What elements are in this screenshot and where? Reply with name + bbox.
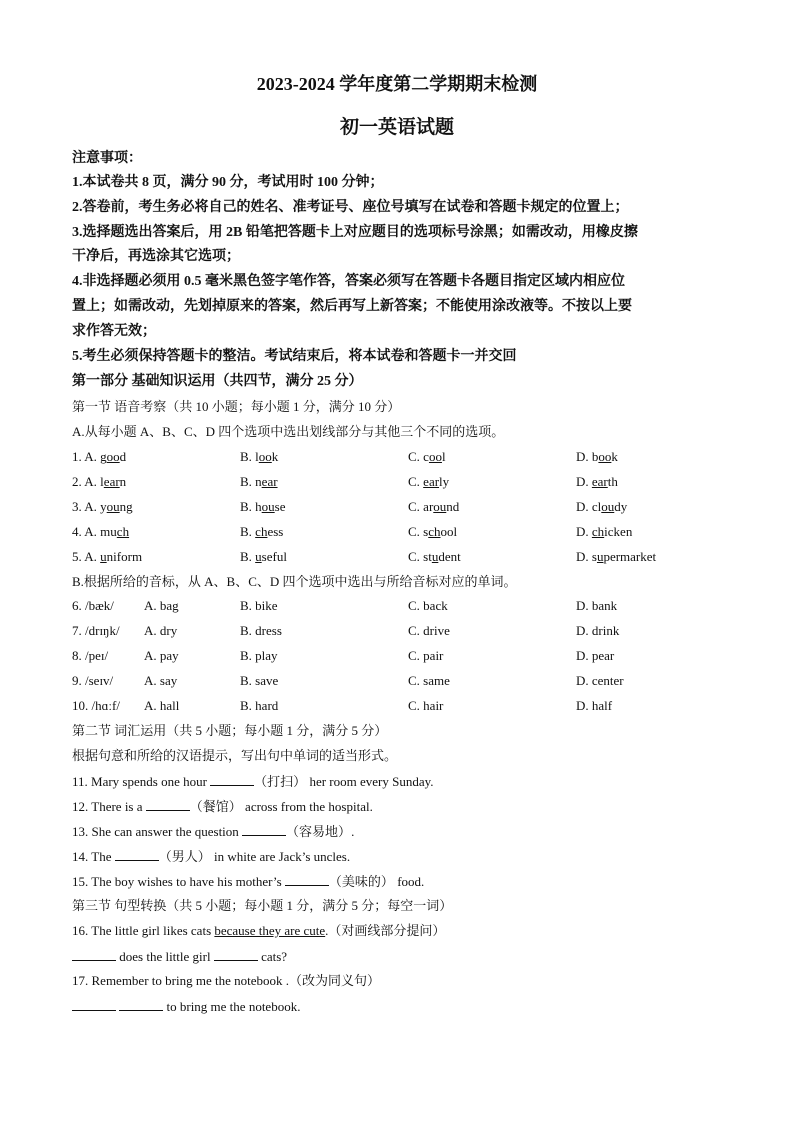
underlined-letters: u (431, 549, 439, 564)
note-item: 求作答无效； (72, 324, 156, 339)
option[interactable]: B. near (240, 474, 278, 489)
option[interactable]: D. book (576, 449, 618, 464)
answer-blank[interactable] (214, 947, 258, 961)
question-text: 15. The boy wishes to have his mother’s (72, 874, 285, 889)
underlined-letters: ch (116, 524, 130, 539)
underlined-letters: ch (428, 524, 441, 539)
underlined-letters: oo (598, 449, 612, 464)
section3-heading: 第三节 句型转换（共 5 小题；每小题 1 分，满分 5 分；每空一词） (72, 898, 453, 913)
option[interactable]: C. around (408, 499, 460, 514)
answer-blank[interactable] (146, 797, 190, 811)
option-a[interactable]: A. hall (144, 698, 180, 713)
chinese-hint: （美味的） (328, 874, 394, 889)
question-text: food. (393, 874, 425, 889)
note-item: 4.非选择题必须用 0.5 毫米黑色签字笔作答，答案必须写在答题卡各题目指定区域内相应位 (72, 274, 625, 289)
underlined-letters: ch (591, 524, 605, 539)
answer-blank[interactable] (72, 947, 116, 961)
option-a[interactable]: A. dry (144, 623, 178, 638)
underlined-letters: oo (106, 449, 120, 464)
question-number-and-option-a[interactable]: 3. A. young (72, 499, 133, 514)
option-b[interactable]: B. hard (240, 698, 279, 713)
question-text: 13. She can answer the question (72, 824, 243, 839)
question-16 (72, 922, 445, 940)
phonetic-question: 9. /seɪv/ (72, 673, 114, 688)
option-d[interactable]: D. drink (576, 623, 620, 638)
phonetic-question: 7. /drɪŋk/ (72, 623, 120, 638)
question-text: 14. The (72, 849, 115, 864)
answer-line-text: to bring me the notebook. (163, 999, 301, 1014)
phonetic-question: 10. /hɑːf/ (72, 698, 120, 713)
option-c[interactable]: C. drive (408, 623, 450, 638)
note-item: 3.选择题选出答案后，用 2B 铅笔把答题卡上对应题目的选项标号涂黑；如需改动，用橡皮擦 (72, 225, 638, 240)
option[interactable]: B. useful (240, 549, 287, 564)
section2-instruction: 根据句意和所给的汉语提示，写出句中单词的适当形式。 (72, 748, 398, 763)
question-17-answer-line (72, 997, 300, 1016)
option-b[interactable]: B. bike (240, 598, 278, 613)
underlined-letters: ear (103, 474, 120, 489)
instruction-b: B.根据所给的音标，从 A、B、C、D 四个选项中选出与所给音标对应的单词。 (72, 574, 517, 589)
answer-blank[interactable] (72, 997, 116, 1011)
option[interactable]: C. cool (408, 449, 446, 464)
option-a[interactable]: A. pay (144, 648, 179, 663)
notes-heading: 注意事项： (72, 151, 142, 166)
option-d[interactable]: D. bank (576, 598, 618, 613)
section1-heading: 第一节 语音考察（共 10 小题；每小题 1 分，满分 10 分） (72, 399, 401, 414)
note-item: 置上；如需改动，先划掉原来的答案，然后再写上新答案；不能使用涂改液等。不按以上要 (72, 299, 632, 314)
section2-heading: 第二节 词汇运用（共 5 小题；每小题 1 分，满分 5 分） (72, 723, 388, 738)
answer-blank[interactable] (285, 872, 329, 886)
underlined-letters: ear (261, 474, 278, 489)
underlined-letters: ou (433, 499, 447, 514)
option-a[interactable]: A. bag (144, 598, 179, 613)
option-c[interactable]: C. pair (408, 648, 444, 663)
question-number-and-option-a[interactable]: 1. A. good (72, 449, 127, 464)
option-d[interactable]: D. half (576, 698, 613, 713)
underlined-letters: ou (601, 499, 615, 514)
option-c[interactable]: C. same (408, 673, 450, 688)
underlined-part: because they are cute (214, 923, 326, 938)
exam-subtitle: 初一英语试题 (339, 117, 454, 138)
chinese-hint: （容易地） (286, 824, 352, 839)
part1-heading: 第一部分 基础知识运用（共四节，满分 25 分） (72, 374, 363, 389)
underlined-letters: ear (423, 474, 440, 489)
question-text: 11. Mary spends one hour (72, 774, 211, 789)
option[interactable]: B. look (240, 449, 279, 464)
question-17: 17. Remember to bring me the notebook .（改为同义句） (72, 973, 380, 988)
answer-blank[interactable] (242, 822, 286, 836)
phonetic-question: 8. /peɪ/ (72, 648, 109, 663)
answer-line-text: cats? (257, 949, 288, 964)
option-b[interactable]: B. play (240, 648, 278, 663)
note-item: 干净后，再选涂其它选项； (72, 249, 240, 264)
vocabulary-question (72, 822, 354, 841)
option-a[interactable]: A. say (144, 673, 178, 688)
answer-blank[interactable] (210, 772, 254, 786)
vocabulary-question (72, 872, 424, 891)
chinese-hint: （男人） (158, 849, 211, 864)
answer-blank[interactable] (119, 997, 163, 1011)
option[interactable]: B. house (240, 499, 286, 514)
underlined-letters: ear (591, 474, 608, 489)
question-number-and-option-a[interactable]: 2. A. learn (72, 474, 127, 489)
chinese-hint: （打扫） (254, 774, 307, 789)
question-text: . (351, 824, 355, 839)
option[interactable]: C. early (408, 474, 450, 489)
question-number-and-option-a[interactable]: 4. A. much (72, 524, 130, 539)
option[interactable]: C. student (408, 549, 461, 564)
question-text: her room every Sunday. (306, 774, 434, 789)
underlined-letters: oo (428, 449, 442, 464)
underlined-letters: ou (106, 499, 120, 514)
underlined-letters: u (100, 549, 107, 564)
question-text: 12. There is a (72, 799, 146, 814)
option-c[interactable]: C. back (408, 598, 448, 613)
option[interactable]: D. chicken (576, 524, 633, 539)
underlined-letters: oo (258, 449, 272, 464)
question-text: in white are Jack’s uncles. (210, 849, 351, 864)
question-instruction: .（对画线部分提问） (325, 923, 446, 938)
option[interactable]: D. supermarket (576, 549, 657, 564)
phonetic-question: 6. /bæk/ (72, 598, 114, 613)
exam-title: 2023-2024 学年度第二学期期末检测 (256, 74, 538, 94)
answer-blank[interactable] (115, 847, 159, 861)
vocabulary-question (72, 797, 373, 816)
option-d[interactable]: D. pear (576, 648, 615, 663)
underlined-letters: ch (255, 524, 268, 539)
option-b[interactable]: B. save (240, 673, 279, 688)
option-d[interactable]: D. center (576, 673, 624, 688)
question-16-answer-line (72, 947, 287, 966)
note-item: 2.答卷前，考生务必将自己的姓名、准考证号、座位号填写在试卷和答题卡规定的位置上； (72, 200, 629, 215)
note-item: 1.本试卷共 8 页，满分 90 分，考试用时 100 分钟； (72, 175, 384, 190)
vocabulary-question (72, 772, 434, 791)
answer-line-text: does the little girl (116, 949, 214, 964)
option-b[interactable]: B. dress (240, 623, 282, 638)
underlined-letters: ou (261, 499, 275, 514)
instruction-a: A.从每小题 A、B、C、D 四个选项中选出划线部分与其他三个不同的选项。 (72, 424, 505, 439)
underlined-letters: u (255, 549, 262, 564)
option[interactable]: D. earth (576, 474, 618, 489)
question-number-and-option-a[interactable]: 5. A. uniform (72, 549, 143, 564)
option[interactable]: D. cloudy (576, 499, 628, 514)
option-c[interactable]: C. hair (408, 698, 444, 713)
option[interactable]: C. school (408, 524, 458, 539)
chinese-hint: （餐馆） (189, 799, 242, 814)
question-text: 16. The little girl likes cats (72, 923, 215, 938)
vocabulary-question (72, 847, 350, 866)
option[interactable]: B. chess (240, 524, 284, 539)
underlined-letters: u (596, 549, 604, 564)
note-item: 5.考生必须保持答题卡的整洁。考试结束后，将本试卷和答题卡一并交回 (72, 349, 517, 364)
question-text: across from the hospital. (241, 799, 373, 814)
